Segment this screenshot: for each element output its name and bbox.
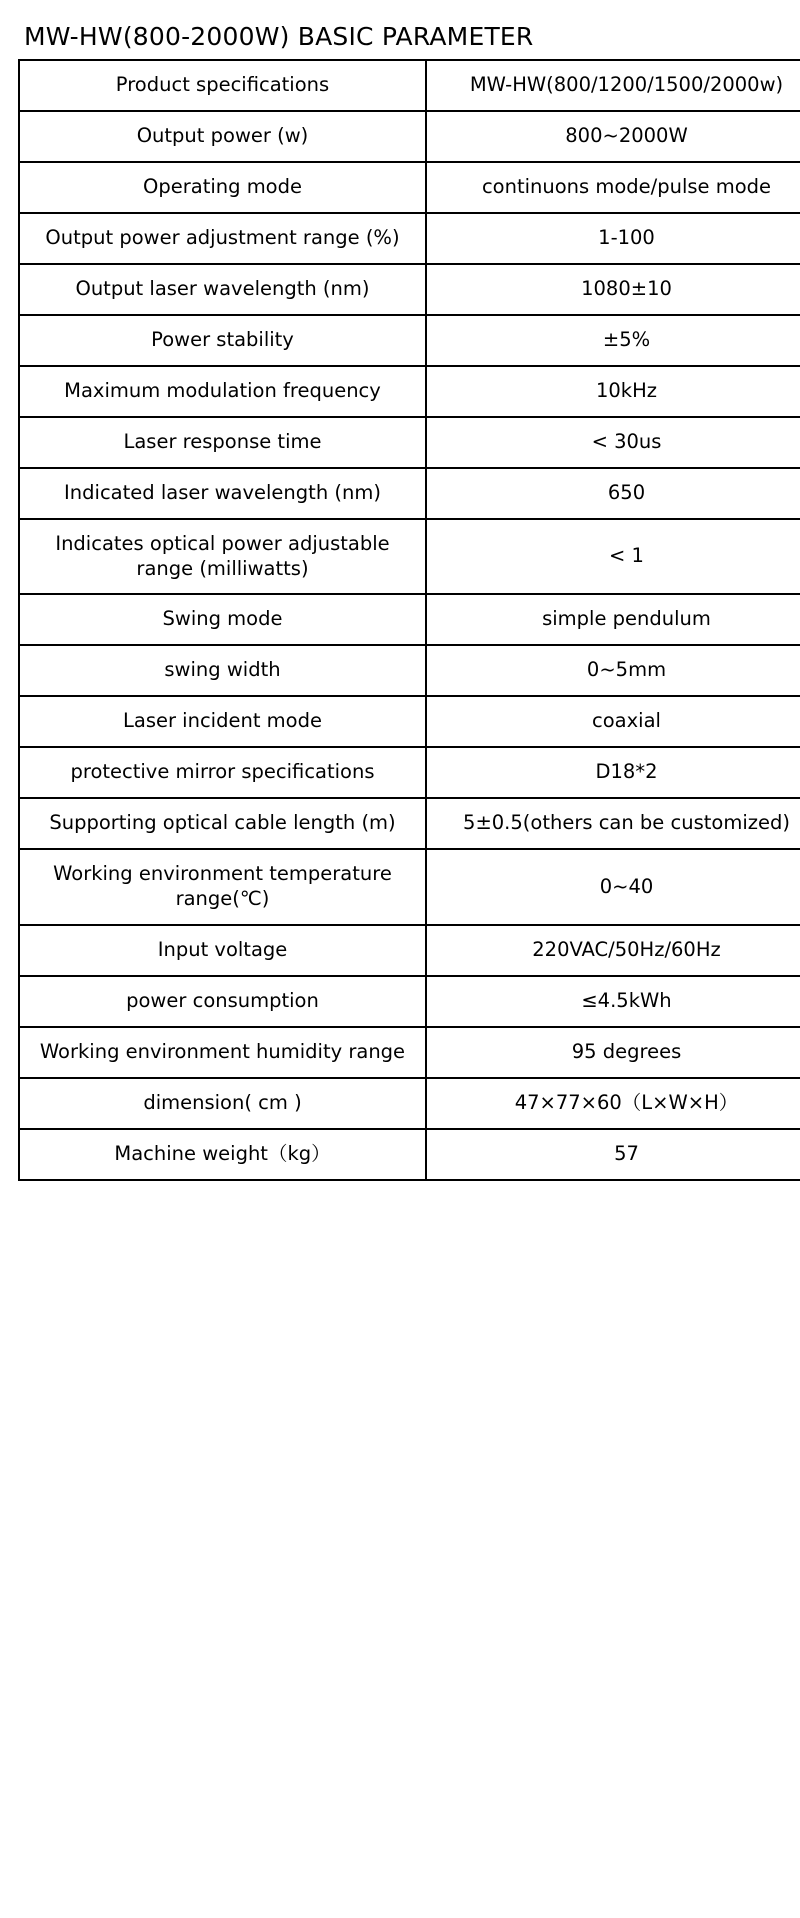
table-row: [19, 366, 800, 417]
parameter-name: protective mirror specifications: [19, 747, 426, 798]
parameter-name: swing width: [19, 645, 426, 696]
parameter-name: Indicates optical power adjustable range (milliwatts): [19, 519, 426, 595]
parameter-value: coaxial: [426, 696, 800, 747]
table-row: [19, 645, 800, 696]
parameter-value: continuons mode/pulse mode: [426, 162, 800, 213]
parameter-name: Input voltage: [19, 925, 426, 976]
parameter-value: 0~5mm: [426, 645, 800, 696]
parameter-value: 95 degrees: [426, 1027, 800, 1078]
table-row: [19, 696, 800, 747]
parameter-name: Power stability: [19, 315, 426, 366]
parameter-value: 0~40: [426, 849, 800, 925]
table-row: [19, 417, 800, 468]
parameter-name: dimension( cm ): [19, 1078, 426, 1129]
parameter-value: D18*2: [426, 747, 800, 798]
parameter-value: ≤4.5kWh: [426, 976, 800, 1027]
table-row: [19, 213, 800, 264]
table-row: [19, 111, 800, 162]
parameter-value: 57: [426, 1129, 800, 1180]
parameter-value: 5±0.5(others can be customized): [426, 798, 800, 849]
table-row: [19, 468, 800, 519]
parameter-value: 1-100: [426, 213, 800, 264]
parameter-name: Output power adjustment range (%): [19, 213, 426, 264]
parameter-value: 800~2000W: [426, 111, 800, 162]
parameter-name: Laser response time: [19, 417, 426, 468]
parameter-value: 220VAC/50Hz/60Hz: [426, 925, 800, 976]
parameter-value: 47×77×60（L×W×H）: [426, 1078, 800, 1129]
table-row: [19, 519, 800, 595]
parameter-value: ±5%: [426, 315, 800, 366]
parameter-value: 10kHz: [426, 366, 800, 417]
parameter-name: power consumption: [19, 976, 426, 1027]
parameter-name: Machine weight（kg）: [19, 1129, 426, 1180]
page-title: MW-HW(800-2000W) BASIC PARAMETER: [24, 22, 534, 51]
table-row: [19, 162, 800, 213]
table-row: [19, 747, 800, 798]
parameter-name: Working environment temperature range(℃): [19, 849, 426, 925]
table-row: [19, 1027, 800, 1078]
parameter-value: MW-HW(800/1200/1500/2000w): [426, 60, 800, 111]
parameter-value: < 30us: [426, 417, 800, 468]
parameter-name: Output power (w): [19, 111, 426, 162]
parameter-name: Swing mode: [19, 594, 426, 645]
specification-table-body: [19, 60, 800, 1180]
table-row: [19, 925, 800, 976]
table-row: [19, 594, 800, 645]
parameter-name: Laser incident mode: [19, 696, 426, 747]
parameter-name: Indicated laser wavelength (nm): [19, 468, 426, 519]
parameter-value: 650: [426, 468, 800, 519]
table-row: [19, 798, 800, 849]
parameter-name: Maximum modulation frequency: [19, 366, 426, 417]
parameter-name: Operating mode: [19, 162, 426, 213]
parameter-name: Product specifications: [19, 60, 426, 111]
parameter-name: Working environment humidity range: [19, 1027, 426, 1078]
table-row: [19, 849, 800, 925]
table-row: [19, 264, 800, 315]
table-row: [19, 976, 800, 1027]
specification-table: [18, 59, 800, 1181]
table-row: [19, 60, 800, 111]
parameter-value: < 1: [426, 519, 800, 595]
table-row: [19, 315, 800, 366]
parameter-name: Supporting optical cable length (m): [19, 798, 426, 849]
table-row: [19, 1129, 800, 1180]
parameter-name: Output laser wavelength (nm): [19, 264, 426, 315]
parameter-value: simple pendulum: [426, 594, 800, 645]
table-row: [19, 1078, 800, 1129]
parameter-value: 1080±10: [426, 264, 800, 315]
